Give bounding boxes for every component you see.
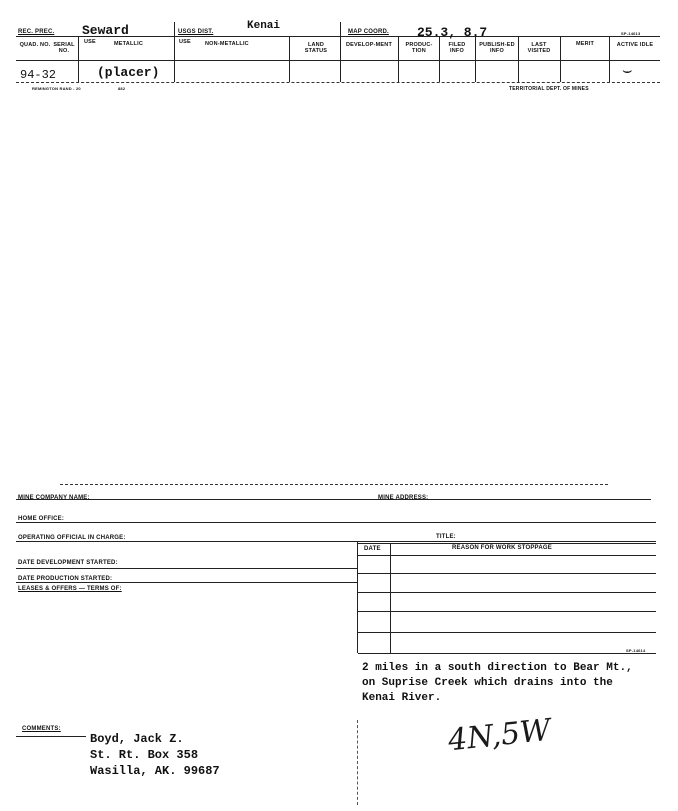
date-dev-line	[16, 568, 358, 569]
location-line-3: Kenai River.	[362, 692, 442, 704]
form-number-bottom: SP-14614	[626, 648, 646, 653]
col-last-visited: LAST VISITED	[527, 42, 551, 54]
col-production: PRODUC-TION	[405, 42, 433, 54]
header-top-line	[16, 36, 660, 37]
commodity-value: (placer)	[97, 65, 160, 80]
operating-official-label: OPERATING OFFICIAL IN CHARGE:	[18, 535, 126, 541]
comments-divider	[357, 720, 358, 805]
col-quad: QUAD. NO.	[19, 42, 51, 48]
col-use-left: USE	[84, 39, 96, 45]
stoppage-row-line	[358, 653, 656, 654]
col-published-info: PUBLISH-ED INFO	[479, 42, 515, 54]
col-filed-info: FILED INFO	[448, 42, 466, 54]
mine-address-label: MINE ADDRESS:	[378, 495, 429, 501]
mine-company-line	[16, 499, 651, 500]
mine-company-label: MINE COMPANY NAME:	[18, 495, 90, 501]
uses-dist-value: Kenai	[247, 20, 281, 32]
col-metallic: METALLIC	[114, 41, 143, 47]
col-serial: SERIAL NO.	[53, 42, 75, 54]
home-office-label: HOME OFFICE:	[18, 516, 65, 522]
stoppage-row-line	[358, 573, 656, 574]
home-office-line	[16, 522, 656, 523]
active-mark: ⌣	[622, 62, 633, 80]
reason-col-header: REASON FOR WORK STOPPAGE	[452, 545, 552, 551]
leases-label: LEASES & OFFERS — TERMS OF:	[18, 586, 122, 592]
comments-line-2: St. Rt. Box 358	[90, 748, 199, 762]
col-divider	[174, 22, 175, 82]
stoppage-header-top	[358, 543, 656, 544]
col-development: DEVELOP-MENT	[345, 42, 393, 48]
stoppage-row-line	[358, 555, 656, 556]
title-label: TITLE:	[436, 534, 456, 540]
col-divider	[475, 36, 476, 82]
printer-code: REMINGTON RAND - 20	[32, 86, 81, 91]
coord-label: MAP COORD.	[348, 29, 389, 35]
col-non-metallic: NON-METALLIC	[205, 41, 249, 47]
stoppage-row-line	[358, 592, 656, 593]
row-dashed-line	[16, 82, 660, 83]
comments-text	[90, 731, 220, 779]
col-land-status: LAND STATUS	[304, 42, 328, 54]
form-number-top: SP-14613	[621, 31, 641, 36]
quad-serial-value: 94-32	[20, 68, 57, 82]
location-line-2: on Suprise Creek which drains into the	[362, 677, 613, 689]
col-divider	[398, 36, 399, 82]
card-top-dashed	[60, 484, 608, 485]
col-divider	[518, 36, 519, 82]
col-divider	[78, 36, 79, 82]
stoppage-row-line	[358, 611, 656, 612]
col-divider	[609, 36, 610, 82]
col-merit: MERIT	[576, 41, 595, 47]
date-dev-label: DATE DEVELOPMENT STARTED:	[18, 560, 118, 566]
uses-dist-label: USGS DIST.	[178, 29, 214, 35]
location-line-1: 2 miles in a south direction to Bear Mt.,	[362, 662, 633, 674]
date-prod-label: DATE PRODUCTION STARTED:	[18, 576, 113, 582]
operating-official-line	[16, 541, 656, 542]
comments-label: COMMENTS:	[22, 726, 61, 732]
date-prod-line	[16, 582, 358, 583]
coord-value: 25.3, 8.7	[417, 25, 488, 40]
dept-name: TERRITORIAL DEPT. OF MINES	[509, 86, 589, 92]
stoppage-date-divider	[390, 543, 391, 653]
header-bottom-line	[16, 60, 660, 61]
rec-prec-label: REC. PREC.	[18, 29, 55, 35]
col-divider	[340, 22, 341, 82]
comments-line-1: Boyd, Jack Z.	[90, 732, 184, 746]
col-divider	[289, 36, 290, 82]
stoppage-left-border	[357, 541, 358, 653]
col-active-idle: ACTIVE IDLE	[616, 42, 654, 48]
rec-prec-value: Seward	[82, 23, 129, 38]
col-use-right: USE	[179, 39, 191, 45]
col-divider	[439, 36, 440, 82]
stoppage-row-line	[358, 632, 656, 633]
location-note	[362, 661, 633, 706]
comments-line	[16, 736, 86, 737]
handwritten-township: 4N,5W	[446, 712, 553, 759]
comments-line-3: Wasilla, AK. 99687	[90, 764, 220, 778]
col-divider	[560, 36, 561, 82]
card-code: 882	[118, 86, 126, 91]
date-col-header: DATE	[364, 546, 381, 552]
